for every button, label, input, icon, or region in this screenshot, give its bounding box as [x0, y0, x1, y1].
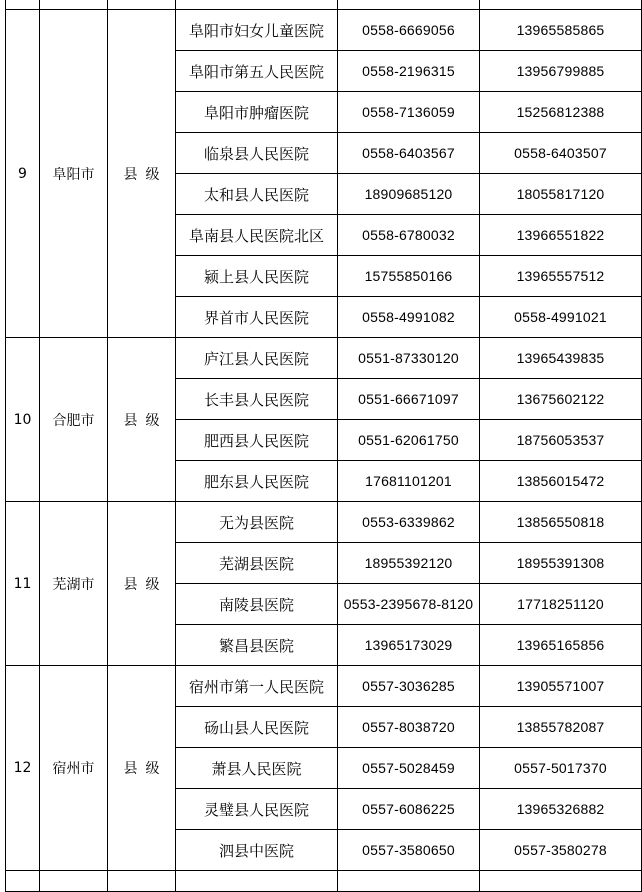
phone-2: 13965439835 [480, 338, 642, 379]
hospital-name: 阜南县人民医院北区 [176, 215, 338, 256]
hospital-name: 芜湖县医院 [176, 543, 338, 584]
cell [40, 0, 108, 10]
table-row [6, 666, 642, 707]
phone-1: 0558-6669056 [338, 10, 480, 51]
phone-1: 0557-6086225 [338, 789, 480, 830]
phone-1: 0558-6403567 [338, 133, 480, 174]
phone-1: 13965173029 [338, 625, 480, 666]
phone-2: 13905571007 [480, 666, 642, 707]
hospital-name: 肥西县人民医院 [176, 420, 338, 461]
cell [108, 0, 176, 10]
hospital-name: 界首市人民医院 [176, 297, 338, 338]
city-name: 宿州市 [40, 666, 108, 871]
phone-2: 13856015472 [480, 461, 642, 502]
cell [480, 871, 642, 892]
table-row [6, 338, 642, 379]
cell [176, 871, 338, 892]
hospital-name: 南陵县医院 [176, 584, 338, 625]
hospital-name: 庐江县人民医院 [176, 338, 338, 379]
hospital-name: 临泉县人民医院 [176, 133, 338, 174]
hospital-name: 砀山县人民医院 [176, 707, 338, 748]
phone-1: 0558-2196315 [338, 51, 480, 92]
hospital-name: 无为县医院 [176, 502, 338, 543]
phone-2: 13855782087 [480, 707, 642, 748]
hospital-name: 阜阳市肿瘤医院 [176, 92, 338, 133]
hospital-level: 县级 [108, 338, 176, 502]
phone-2: 13956799885 [480, 51, 642, 92]
cell [338, 871, 480, 892]
phone-1: 0558-7136059 [338, 92, 480, 133]
phone-1: 0551-87330120 [338, 338, 480, 379]
phone-2: 17718251120 [480, 584, 642, 625]
phone-2: 18955391308 [480, 543, 642, 584]
cell [176, 0, 338, 10]
phone-1: 17681101201 [338, 461, 480, 502]
phone-2: 0557-5017370 [480, 748, 642, 789]
phone-2: 13675602122 [480, 379, 642, 420]
phone-1: 0553-6339862 [338, 502, 480, 543]
phone-2: 13856550818 [480, 502, 642, 543]
hospital-name: 颍上县人民医院 [176, 256, 338, 297]
phone-1: 0558-6780032 [338, 215, 480, 256]
phone-2: 18055817120 [480, 174, 642, 215]
city-name: 阜阳市 [40, 10, 108, 338]
cell [108, 871, 176, 892]
group-number: 11 [6, 502, 40, 666]
phone-2: 13965585865 [480, 10, 642, 51]
hospital-name: 灵璧县人民医院 [176, 789, 338, 830]
group-number: 10 [6, 338, 40, 502]
phone-1: 0557-8038720 [338, 707, 480, 748]
phone-1: 15755850166 [338, 256, 480, 297]
cell [6, 0, 40, 10]
hospital-contact-table [5, 0, 642, 892]
phone-1: 0551-62061750 [338, 420, 480, 461]
hospital-level: 县级 [108, 502, 176, 666]
cell [40, 871, 108, 892]
hospital-name: 阜阳市第五人民医院 [176, 51, 338, 92]
phone-2: 13965165856 [480, 625, 642, 666]
hospital-name: 太和县人民医院 [176, 174, 338, 215]
table-row [6, 10, 642, 51]
phone-1: 0551-66671097 [338, 379, 480, 420]
phone-1: 18955392120 [338, 543, 480, 584]
phone-2: 13965557512 [480, 256, 642, 297]
hospital-level: 县级 [108, 666, 176, 871]
phone-1: 0557-3036285 [338, 666, 480, 707]
phone-2: 13966551822 [480, 215, 642, 256]
cell [338, 0, 480, 10]
hospital-name: 萧县人民医院 [176, 748, 338, 789]
phone-1: 0553-2395678-8120 [338, 584, 480, 625]
group-number: 9 [6, 10, 40, 338]
hospital-name: 长丰县人民医院 [176, 379, 338, 420]
hospital-name: 宿州市第一人民医院 [176, 666, 338, 707]
hospital-name: 泗县中医院 [176, 830, 338, 871]
city-name: 合肥市 [40, 338, 108, 502]
phone-2: 0558-6403507 [480, 133, 642, 174]
phone-1: 0557-5028459 [338, 748, 480, 789]
hospital-name: 阜阳市妇女儿童医院 [176, 10, 338, 51]
phone-2: 0558-4991021 [480, 297, 642, 338]
phone-2: 13965326882 [480, 789, 642, 830]
phone-1: 18909685120 [338, 174, 480, 215]
table-row-partial-bottom [6, 871, 642, 892]
table-row-partial-top [6, 0, 642, 10]
group-number: 12 [6, 666, 40, 871]
phone-2: 0557-3580278 [480, 830, 642, 871]
cell [6, 871, 40, 892]
phone-1: 0557-3580650 [338, 830, 480, 871]
hospital-name: 繁昌县医院 [176, 625, 338, 666]
hospital-level: 县级 [108, 10, 176, 338]
phone-2: 15256812388 [480, 92, 642, 133]
phone-1: 0558-4991082 [338, 297, 480, 338]
phone-2: 18756053537 [480, 420, 642, 461]
cell [480, 0, 642, 10]
table-body [6, 0, 642, 892]
city-name: 芜湖市 [40, 502, 108, 666]
table-row [6, 502, 642, 543]
hospital-name: 肥东县人民医院 [176, 461, 338, 502]
